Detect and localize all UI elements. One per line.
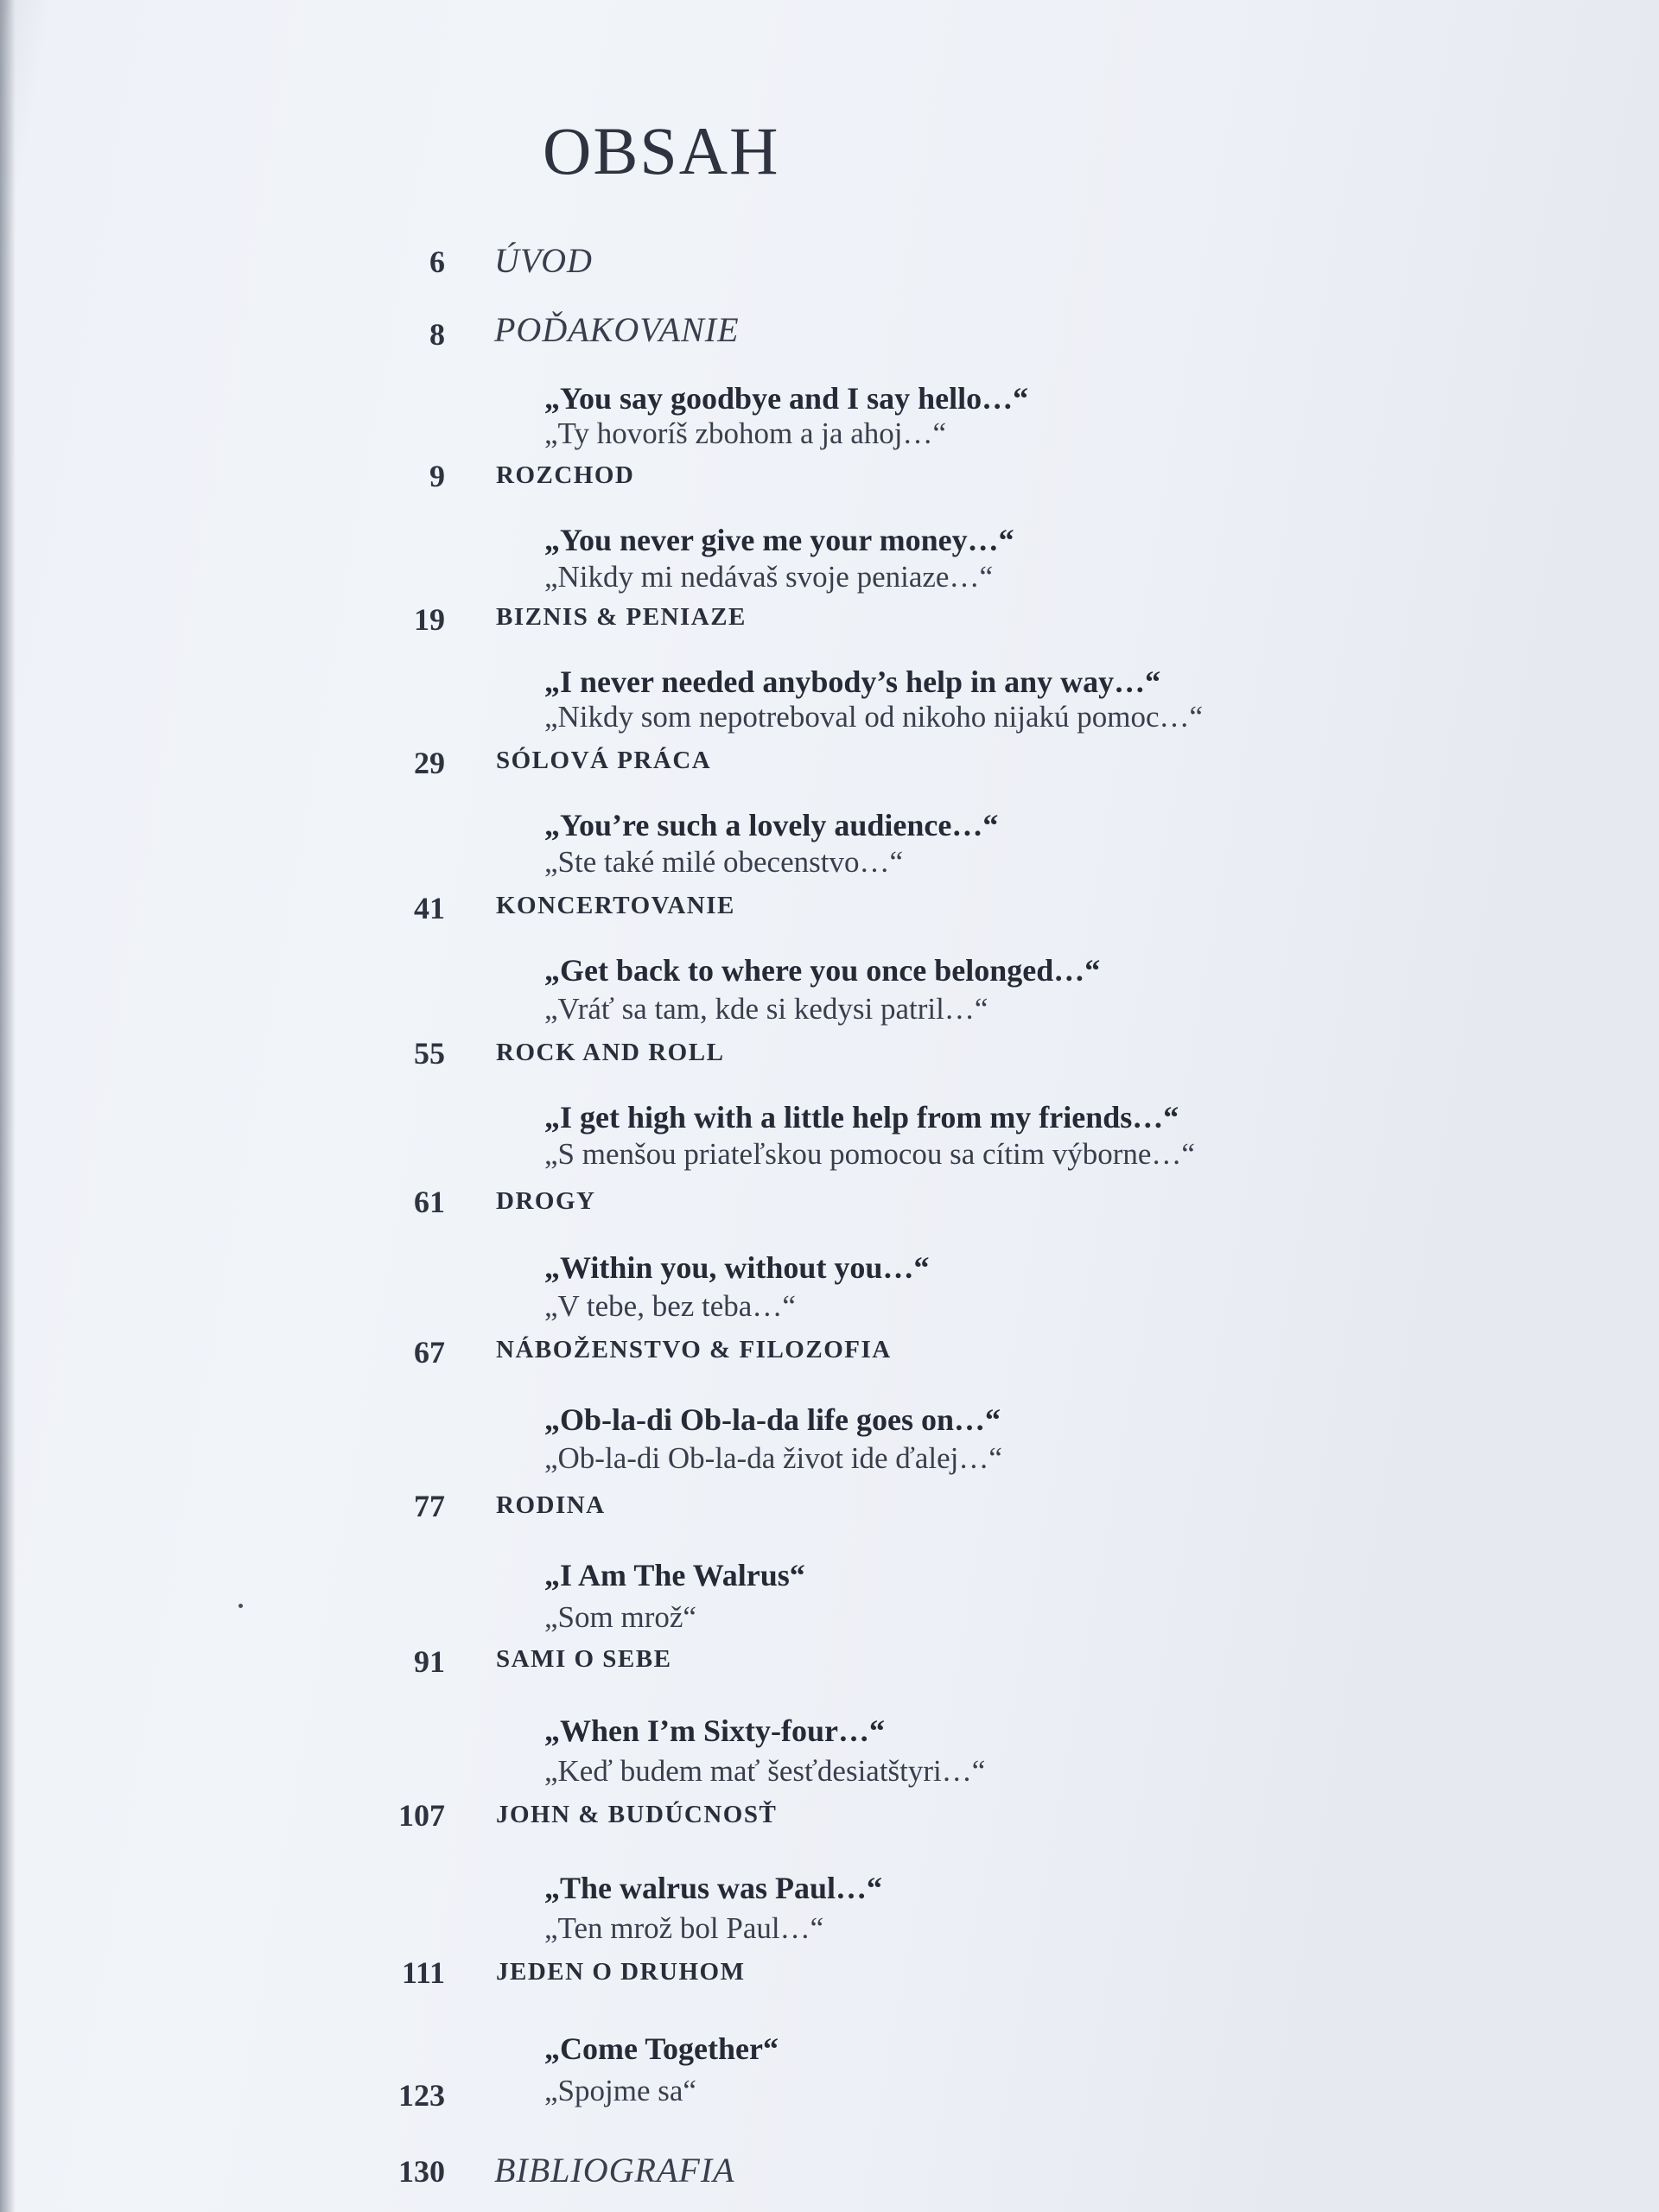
page-number: 67 <box>414 1335 445 1370</box>
chapter-heading: SAMI O SEBE <box>496 1645 672 1673</box>
quote-english: „I never needed anybody’s help in any way…“ <box>544 664 1161 699</box>
quote-english: „You say goodbye and I say hello…“ <box>544 381 1029 416</box>
quote-slovak: „Som mrož“ <box>544 1600 696 1634</box>
quote-english: „I get high with a little help from my friends…“ <box>544 1100 1179 1135</box>
quote-english: „The walrus was Paul…“ <box>544 1871 883 1905</box>
quote-slovak: „V tebe, bez teba…“ <box>544 1289 796 1323</box>
page-number: 123 <box>398 2078 445 2113</box>
page-number: 8 <box>429 317 445 352</box>
quote-english: „I Am The Walrus“ <box>544 1558 805 1592</box>
quote-slovak: „Ob-la-di Ob-la-da život ide ďalej…“ <box>544 1441 1002 1475</box>
quote-slovak: „Keď budem mať šesťdesiatštyri…“ <box>544 1754 986 1788</box>
ink-speck <box>238 1604 243 1608</box>
chapter-heading: DROGY <box>496 1187 596 1215</box>
section-title: POĎAKOVANIE <box>494 310 740 349</box>
chapter-heading: ROCK AND ROLL <box>496 1039 725 1066</box>
chapter-heading: NÁBOŽENSTVO & FILOZOFIA <box>496 1336 892 1363</box>
chapter-heading: KONCERTOVANIE <box>496 892 735 919</box>
chapter-heading: JEDEN O DRUHOM <box>496 1958 746 1986</box>
chapter-heading: JOHN & BUDÚCNOSŤ <box>496 1801 778 1828</box>
page-number: 61 <box>414 1185 445 1219</box>
quote-slovak: „Spojme sa“ <box>544 2074 696 2107</box>
quote-slovak: „Vráť sa tam, kde si kedysi patril…“ <box>544 992 988 1026</box>
quote-slovak: „Ten mrož bol Paul…“ <box>544 1911 824 1945</box>
quote-slovak: „Nikdy som nepotreboval od nikoho nijakú pomoc…“ <box>544 700 1204 734</box>
page-number: 41 <box>414 891 445 925</box>
page-number: 6 <box>429 245 445 279</box>
page-number: 91 <box>414 1644 445 1679</box>
quote-slovak: „S menšou priateľskou pomocou sa cítim výborne…“ <box>544 1137 1195 1171</box>
quote-slovak: „Nikdy mi nedávaš svoje peniaze…“ <box>544 560 993 594</box>
page-title: OBSAH <box>543 113 780 188</box>
page-number: 29 <box>414 746 445 780</box>
page-number: 55 <box>414 1036 445 1071</box>
section-title: BIBLIOGRAFIA <box>494 2151 735 2190</box>
page-number: 19 <box>414 602 445 637</box>
page-number: 9 <box>429 459 445 493</box>
page-number: 77 <box>414 1489 445 1523</box>
page-number: 111 <box>401 1955 445 1990</box>
section-title: ÚVOD <box>494 241 593 280</box>
quote-english: „Within you, without you…“ <box>544 1250 930 1285</box>
quote-english: „Ob-la-di Ob-la-da life goes on…“ <box>544 1402 1001 1437</box>
quote-slovak: „Ty hovoríš zbohom a ja ahoj…“ <box>544 416 947 450</box>
quote-english: „Get back to where you once belonged…“ <box>544 953 1101 988</box>
chapter-heading: ROZCHOD <box>496 461 635 489</box>
quote-slovak: „Ste také milé obecenstvo…“ <box>544 845 903 879</box>
quote-english: „When I’m Sixty-four…“ <box>544 1713 885 1748</box>
quote-english: „You’re such a lovely audience…“ <box>544 808 999 842</box>
quote-english: „You never give me your money…“ <box>544 523 1014 557</box>
page-number: 130 <box>398 2154 445 2189</box>
chapter-heading: SÓLOVÁ PRÁCA <box>496 747 712 774</box>
quote-english: „Come Together“ <box>544 2031 779 2066</box>
chapter-heading: RODINA <box>496 1491 606 1519</box>
chapter-heading: BIZNIS & PENIAZE <box>496 603 747 631</box>
page-number: 107 <box>398 1798 445 1833</box>
